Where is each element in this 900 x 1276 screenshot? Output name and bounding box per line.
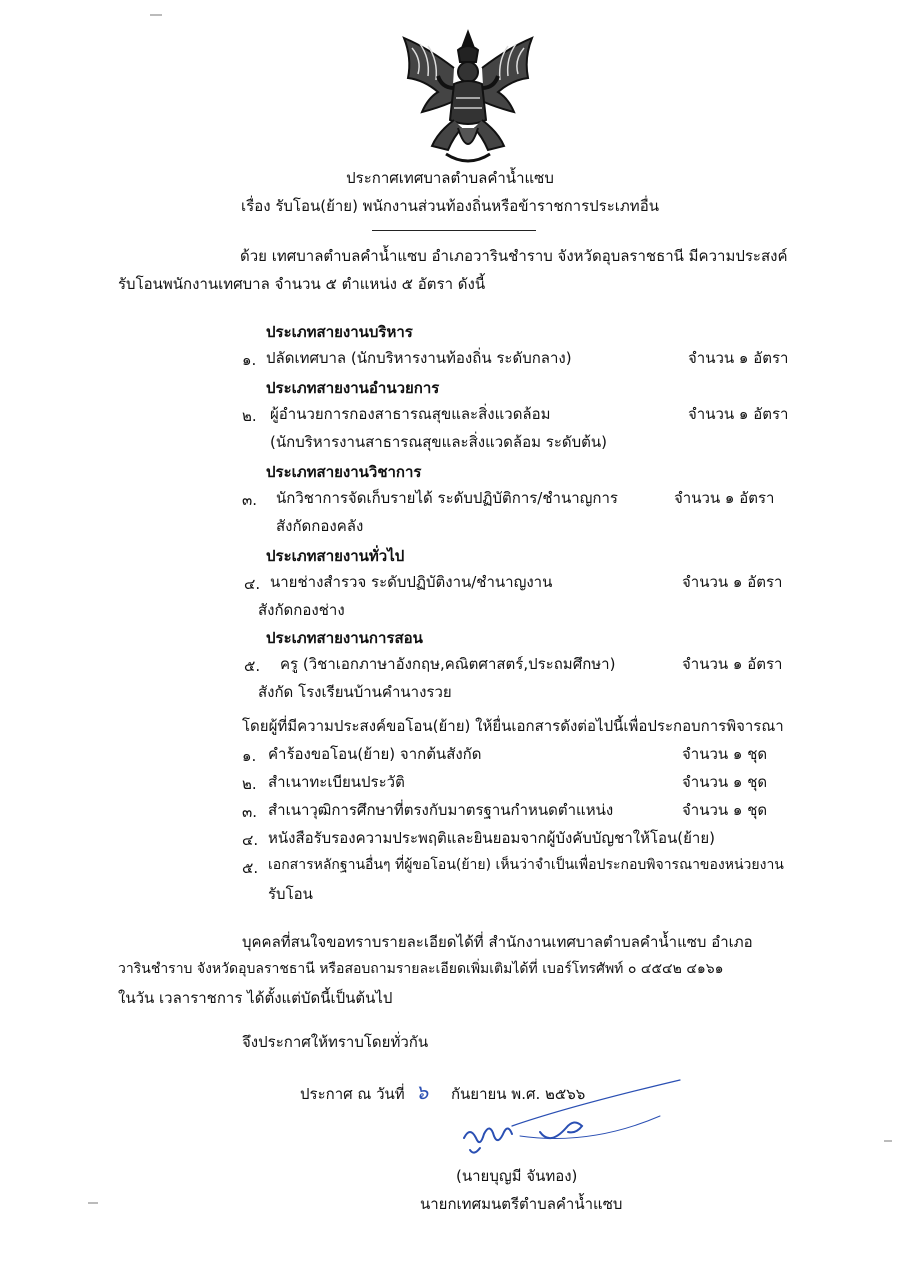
- scan-speck: [884, 1140, 892, 1142]
- date-suffix: กันยายน พ.ศ. ๒๕๖๖: [450, 1085, 586, 1103]
- category-heading: ประเภทสายงานวิชาการ: [266, 463, 422, 481]
- position-title: นายช่างสำรวจ ระดับปฏิบัติงาน/ชำนาญงาน: [270, 573, 553, 591]
- position-number: ๑.: [242, 351, 257, 369]
- title-divider: [372, 230, 536, 231]
- position-detail: สังกัด โรงเรียนบ้านคำนางรวย: [258, 683, 452, 701]
- announcement-subject: เรื่อง รับโอน(ย้าย) พนักงานส่วนท้องถิ่นหรือข้าราชการประเภทอื่น: [241, 197, 659, 215]
- position-amount: จำนวน ๑ อัตรา: [674, 489, 775, 507]
- signatory-title: นายกเทศมนตรีตำบลคำน้ำแซบ: [420, 1195, 623, 1213]
- position-title: ปลัดเทศบาล (นักบริหารงานท้องถิ่น ระดับกลาง): [266, 349, 572, 367]
- scan-speck: [88, 1202, 98, 1204]
- document-item: คำร้องขอโอน(ย้าย) จากต้นสังกัด: [268, 745, 482, 763]
- position-number: ๕.: [244, 657, 261, 675]
- document-amount: จำนวน ๑ ชุด: [682, 801, 768, 819]
- position-number: ๓.: [242, 491, 258, 509]
- position-number: ๒.: [242, 407, 257, 425]
- announcement-title: ประกาศเทศบาลตำบลคำน้ำแซบ: [346, 169, 554, 187]
- position-title: นักวิชาการจัดเก็บรายได้ ระดับปฏิบัติการ/ชำนาญการ: [276, 489, 618, 507]
- position-detail: สังกัดกองคลัง: [276, 517, 364, 535]
- date-prefix: ประกาศ ณ วันที่: [300, 1085, 405, 1103]
- document-number: ๓.: [242, 803, 258, 821]
- position-number: ๔.: [244, 575, 261, 593]
- position-detail: (นักบริหารงานสาธารณสุขและสิ่งแวดล้อม ระดับต้น): [270, 433, 607, 451]
- document-number: ๑.: [242, 747, 257, 765]
- intro-line-2: รับโอนพนักงานเทศบาล จำนวน ๕ ตำแหน่ง ๕ อัตรา ดังนี้: [118, 275, 486, 293]
- scan-speck: [150, 14, 162, 16]
- date-day: ๖: [415, 1080, 429, 1104]
- position-title: ผู้อำนวยการกองสาธารณสุขและสิ่งแวดล้อม: [270, 405, 551, 423]
- document-amount: จำนวน ๑ ชุด: [682, 745, 768, 763]
- position-title: ครู (วิชาเอกภาษาอังกฤษ,คณิตศาสตร์,ประถมศึกษา): [280, 655, 616, 673]
- document-item: สำเนาทะเบียนประวัติ: [268, 773, 405, 791]
- signatory-name: (นายบุญมี จันทอง): [456, 1167, 578, 1185]
- documents-intro: โดยผู้ที่มีความประสงค์ขอโอน(ย้าย) ให้ยื่นเอกสารดังต่อไปนี้เพื่อประกอบการพิจารณา: [242, 717, 784, 735]
- contact-line-2: วารินชำราบ จังหวัดอุบลราชธานี หรือสอบถามรายละเอียดเพิ่มเติมได้ที่ เบอร์โทรศัพท์ ๐ ๔๕๔๒ ๔๑๖๑: [118, 961, 724, 977]
- document-number: ๒.: [242, 775, 257, 793]
- category-heading: ประเภทสายงานการสอน: [266, 629, 423, 647]
- document-item: หนังสือรับรองความประพฤติและยินยอมจากผู้บังคับบัญชาให้โอน(ย้าย): [268, 829, 715, 847]
- position-detail: สังกัดกองช่าง: [258, 601, 345, 619]
- position-amount: จำนวน ๑ อัตรา: [682, 655, 783, 673]
- garuda-emblem-icon: [398, 28, 538, 168]
- position-amount: จำนวน ๑ อัตรา: [688, 349, 789, 367]
- document-number: ๕.: [242, 859, 259, 877]
- document-number: ๔.: [242, 831, 259, 849]
- signature-icon: [450, 1076, 690, 1166]
- contact-line-1: บุคคลที่สนใจขอทราบรายละเอียดได้ที่ สำนักงานเทศบาลตำบลคำน้ำแซบ อำเภอ: [242, 933, 753, 951]
- position-amount: จำนวน ๑ อัตรา: [688, 405, 789, 423]
- category-heading: ประเภทสายงานอำนวยการ: [266, 379, 440, 397]
- contact-line-3: ในวัน เวลาราชการ ได้ตั้งแต่บัดนี้เป็นต้นไป: [118, 989, 393, 1007]
- document-item: เอกสารหลักฐานอื่นๆ ที่ผู้ขอโอน(ย้าย) เห็นว่าจำเป็นเพื่อประกอบพิจารณาของหน่วยงาน: [268, 857, 784, 873]
- document-amount: จำนวน ๑ ชุด: [682, 773, 768, 791]
- document-item-continued: รับโอน: [268, 885, 313, 903]
- closing-statement: จึงประกาศให้ทราบโดยทั่วกัน: [242, 1033, 429, 1051]
- document-item: สำเนาวุฒิการศึกษาที่ตรงกับมาตรฐานกำหนดตำแหน่ง: [268, 801, 614, 819]
- category-heading: ประเภทสายงานบริหาร: [266, 323, 413, 341]
- position-amount: จำนวน ๑ อัตรา: [682, 573, 783, 591]
- intro-line-1: ด้วย เทศบาลตำบลคำน้ำแซบ อำเภอวารินชำราบ จังหวัดอุบลราชธานี มีความประสงค์: [240, 247, 788, 265]
- category-heading: ประเภทสายงานทั่วไป: [266, 547, 405, 565]
